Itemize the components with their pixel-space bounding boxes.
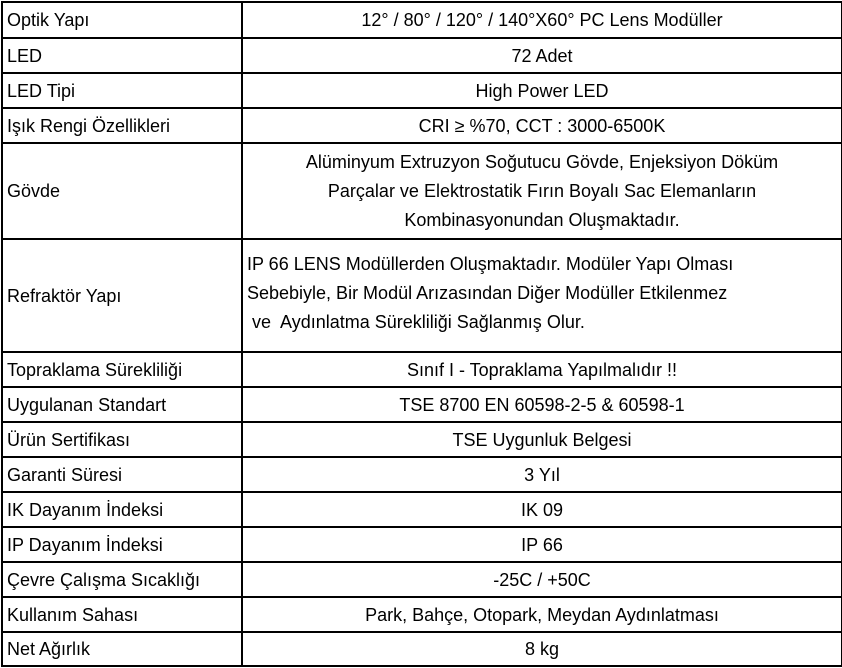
row-govde [2,143,842,239]
row-kullanim-sahasi [2,597,842,632]
row-label: IP Dayanım İndeksi [2,527,242,562]
row-value: 72 Adet [242,38,842,73]
row-value-line: Alüminyum Extruzyon Soğutucu Gövde, Enjeksiyon Döküm [305,151,779,172]
row-isik-rengi [2,108,842,143]
row-value: -25C / +50C [242,562,842,597]
row-value: 12° / 80° / 120° / 140°X60° PC Lens Modüller [242,2,842,38]
row-label: LED [2,38,242,73]
spec-table [1,1,842,667]
row-value-line: Parçalar ve Elektrostatik Fırın Boyalı Sac Elemanların [327,180,757,201]
row-label: Net Ağırlık [2,632,242,666]
row-label: Optik Yapı [2,2,242,38]
row-value-line: ve Aydınlatma Sürekliliği Sağlanmış Olur. [247,312,585,332]
row-label: Topraklama Sürekliliği [2,352,242,387]
row-garanti-suresi [2,457,842,492]
row-urun-sertifikasi [2,422,842,457]
row-value-line: Sebebiyle, Bir Modül Arızasından Diğer Modüller Etkilenmez [247,283,728,303]
row-value: CRI ≥ %70, CCT : 3000-6500K [242,108,842,143]
row-optik-yapi [2,2,842,38]
row-led [2,38,842,73]
row-label: IK Dayanım İndeksi [2,492,242,527]
row-ip-dayanim [2,527,842,562]
row-value-line: IP 66 LENS Modüllerden Oluşmaktadır. Modüler Yapı Olması [247,254,734,274]
row-label: Refraktör Yapı [2,239,242,352]
row-uygulanan-standart [2,387,842,422]
row-value [242,143,842,239]
row-label: Ürün Sertifikası [2,422,242,457]
row-value: IK 09 [242,492,842,527]
row-value: 3 Yıl [242,457,842,492]
row-label: Çevre Çalışma Sıcaklığı [2,562,242,597]
row-ik-dayanim [2,492,842,527]
row-label: LED Tipi [2,73,242,108]
row-value-line: Kombinasyonundan Oluşmaktadır. [404,209,680,230]
row-value: High Power LED [242,73,842,108]
row-label: Işık Rengi Özellikleri [2,108,242,143]
row-label: Kullanım Sahası [2,597,242,632]
row-value: TSE 8700 EN 60598-2-5 & 60598-1 [242,387,842,422]
row-value: 8 kg [242,632,842,666]
row-value [242,239,842,352]
row-net-agirlik [2,632,842,666]
row-label: Uygulanan Standart [2,387,242,422]
row-label: Garanti Süresi [2,457,242,492]
row-refraktor-yapi [2,239,842,352]
row-value: TSE Uygunluk Belgesi [242,422,842,457]
row-led-tipi [2,73,842,108]
row-value: IP 66 [242,527,842,562]
row-topraklama [2,352,842,387]
row-cevre-calisma [2,562,842,597]
row-value: Park, Bahçe, Otopark, Meydan Aydınlatması [242,597,842,632]
row-value: Sınıf I - Topraklama Yapılmalıdır !! [242,352,842,387]
row-label: Gövde [2,143,242,239]
